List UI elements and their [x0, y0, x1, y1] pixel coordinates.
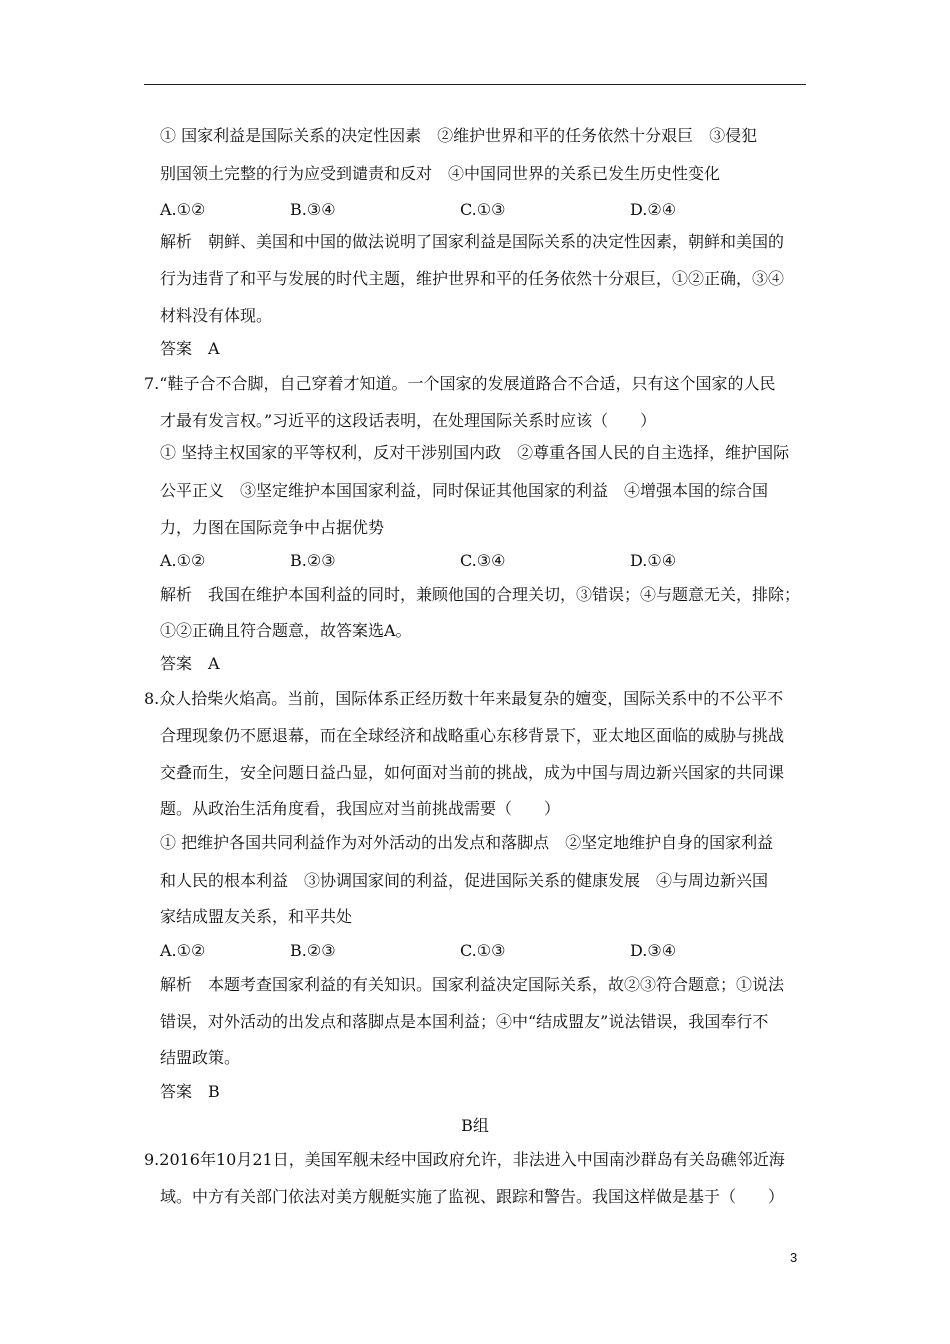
q6-option-d: D.②④: [630, 200, 677, 219]
q7-question-line: 7.“鞋子合不合脚，自己穿着才知道。一个国家的发展道路合不合适，只有这个国家的人民: [144, 374, 776, 393]
header-rule: [144, 84, 806, 85]
q8-question-line: 合理现象仍不愿退幕，而在全球经济和战略重心东移背景下，亚太地区面临的威胁与挑战: [160, 726, 785, 745]
q6-analysis-line: 行为违背了和平与发展的时代主题，维护世界和平的任务依然十分艰巨，①②正确，③④: [160, 269, 785, 288]
q7-option-b: B.②③: [290, 551, 336, 570]
q7-question-line: 才最有发言权。”习近平的这段话表明，在处理国际关系时应该（ ）: [160, 411, 657, 430]
q8-statement-line: ① 把维护各国共同利益作为对外活动的出发点和落脚点 ②坚定地维护自身的国家利益: [160, 833, 774, 852]
q8-option-b: B.②③: [290, 941, 336, 960]
q6-answer: 答案 A: [160, 339, 220, 358]
q8-analysis-line: 结盟政策。: [160, 1048, 241, 1067]
q8-option-c: C.①③: [460, 941, 506, 960]
q8-analysis-line: 解析 本题考查国家利益的有关知识。国家利益决定国际关系，故②③符合题意；①说法: [160, 975, 785, 994]
q8-statement-line: 家结成盟友关系，和平共处: [160, 907, 353, 926]
q6-analysis-line: 解析 朝鲜、美国和中国的做法说明了国家利益是国际关系的决定性因素，朝鲜和美国的: [160, 232, 785, 251]
q9-question-line: 9.2016年10月21日，美国军舰未经中国政府允许，非法进入中国南沙群岛有关岛礁邻近海: [144, 1150, 785, 1169]
q6-option-a: A.①②: [160, 200, 206, 219]
page-number: 3: [790, 1250, 798, 1265]
q6-statement-line: ① 国家利益是国际关系的决定性因素 ②维护世界和平的任务依然十分艰巨 ③侵犯: [160, 126, 758, 145]
q8-answer: 答案 B: [160, 1082, 220, 1101]
q7-option-a: A.①②: [160, 551, 206, 570]
q7-option-c: C.③④: [460, 551, 506, 570]
q6-statement-line: 别国领土完整的行为应受到谴责和反对 ④中国同世界的关系已发生历史性变化: [160, 164, 721, 183]
q9-question-line: 域。中方有关部门依法对美方舰艇实施了监视、跟踪和警告。我国这样做是基于（ ）: [160, 1187, 785, 1206]
q8-question-line: 题。从政治生活角度看，我国应对当前挑战需要（ ）: [160, 799, 561, 818]
q8-statement-line: 和人民的根本利益 ③协调国家间的利益，促进国际关系的健康发展 ④与周边新兴国: [160, 871, 769, 890]
q7-statement-line: ① 坚持主权国家的平等权利，反对干涉别国内政 ②尊重各国人民的自主选择，维护国际: [160, 443, 790, 462]
q6-analysis-line: 材料没有体现。: [160, 306, 273, 325]
q8-question-line: 8.众人拾柴火焰高。当前，国际体系正经历数十年来最复杂的嬗变，国际关系中的不公平不: [144, 689, 784, 708]
q6-option-c: C.①③: [460, 200, 506, 219]
q7-analysis-line: ①②正确且符合题意，故答案选A。: [160, 621, 412, 640]
q8-analysis-line: 错误，对外活动的出发点和落脚点是本国利益；④中“结成盟友”说法错误，我国奉行不: [160, 1012, 769, 1031]
q8-question-line: 交叠而生，安全问题日益凸显，如何面对当前的挑战，成为中国与周边新兴国家的共同课: [160, 763, 785, 782]
q8-option-d: D.③④: [630, 941, 677, 960]
q7-statement-line: 公平正义 ③坚定维护本国国家利益，同时保证其他国家的利益 ④增强本国的综合国: [160, 481, 769, 500]
q7-statement-line: 力，力图在国际竞争中占据优势: [160, 518, 385, 537]
q6-option-b: B.③④: [290, 200, 336, 219]
q8-option-a: A.①②: [160, 941, 206, 960]
q7-analysis-line: 解析 我国在维护本国利益的同时，兼顾他国的合理关切，③错误；④与题意无关，排除；: [160, 585, 801, 604]
q7-option-d: D.①④: [630, 551, 677, 570]
q7-answer: 答案 A: [160, 654, 220, 673]
group-title: B组: [461, 1116, 489, 1135]
